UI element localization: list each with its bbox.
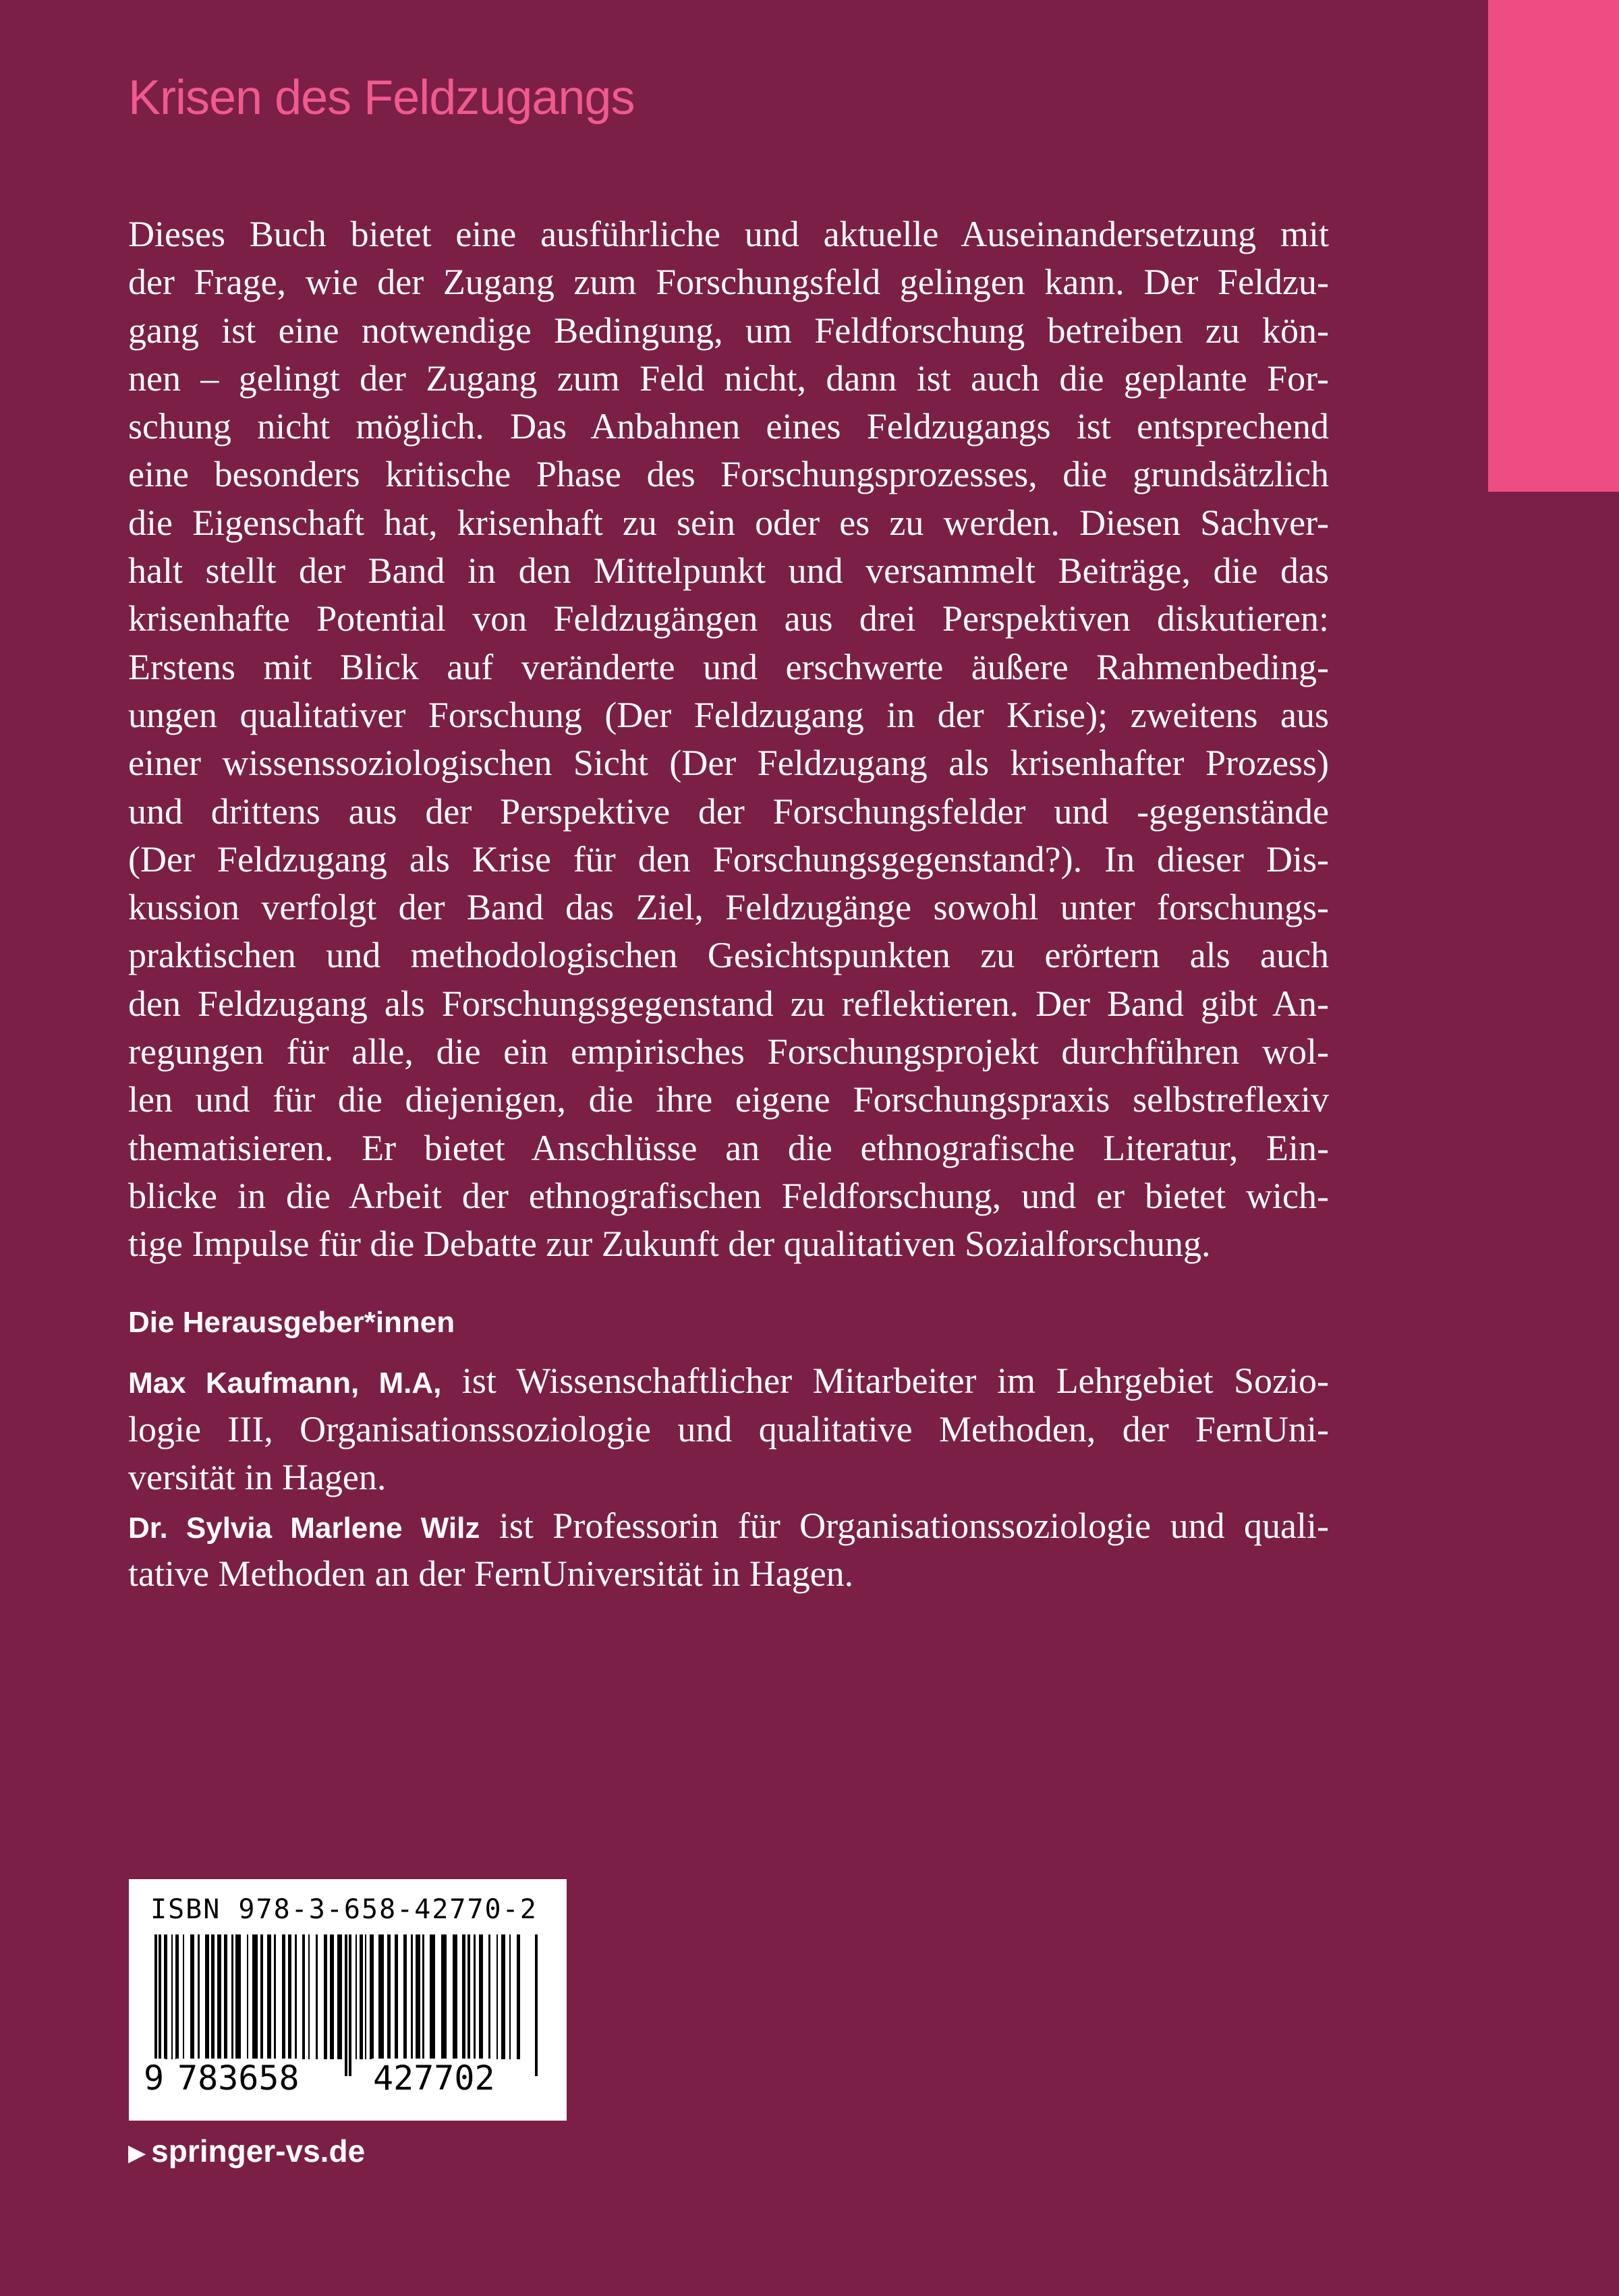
barcode-bar <box>416 1934 420 2059</box>
description-line: blicke in die Arbeit der ethnografischen Feldforschung, und er bietet wich- <box>128 1175 1329 1216</box>
barcode-bar <box>171 1934 173 2059</box>
barcode-bar <box>441 1934 447 2059</box>
barcode-bar <box>211 1934 215 2059</box>
barcode-bar <box>154 1934 157 2076</box>
barcode-bar <box>395 1934 398 2059</box>
barcode-bar <box>349 1934 351 2076</box>
isbn-label: ISBN 978-3-658-42770-2 <box>150 1894 538 1925</box>
barcode-digits-left: 783658 <box>177 2059 300 2098</box>
description-line: die Eigenschaft hat, krisenhaft zu sein oder es zu werden. Diesen Sachver- <box>128 502 1329 543</box>
editor1-line3: versität in Hagen. <box>128 1457 387 1497</box>
description-line: gang ist eine notwendige Bedingung, um Feldforschung betreiben zu kön- <box>128 310 1329 351</box>
publisher-link[interactable] <box>128 2133 365 2170</box>
description-line: halt stellt der Band in den Mittelpunkt und versammelt Beiträge, die das <box>128 550 1329 592</box>
barcode-bar <box>365 1934 366 2059</box>
barcode-bar <box>190 1934 194 2059</box>
barcode-bar <box>387 1934 391 2059</box>
barcode-bar <box>496 1934 498 2059</box>
barcode-bar <box>159 1934 161 2076</box>
barcode-bar <box>370 1934 374 2059</box>
barcode-bar <box>360 1934 363 2059</box>
description-line: der Frage, wie der Zugang zum Forschungsfeld gelingen kann. Der Feldzu- <box>128 262 1329 303</box>
barcode-bar <box>467 1934 470 2059</box>
barcode-bar <box>462 1934 465 2059</box>
barcode-bar <box>267 1934 271 2059</box>
barcode-digits-right: 427702 <box>373 2059 495 2098</box>
description-line: Dieses Buch bietet eine ausführliche und aktuelle Auseinandersetzung mit <box>128 214 1329 254</box>
barcode-bar <box>302 1934 305 2059</box>
barcode-bar <box>501 1934 505 2059</box>
barcode-bar <box>479 1934 483 2059</box>
barcode-bar <box>260 1934 263 2059</box>
description-line: thematisieren. Er bietet Anschlüsse an die ethnografische Literatur, Ein- <box>128 1127 1329 1168</box>
description-line: praktischen und methodologischen Gesichtspunkten zu erörtern als auch <box>128 935 1329 976</box>
barcode-bar <box>274 1934 276 2059</box>
description-line: kussion verfolgt der Band das Ziel, Feldzugänge sowohl unter forschungs- <box>128 887 1329 928</box>
barcode-bar <box>252 1934 258 2059</box>
pink-accent-tab <box>1488 0 1619 492</box>
editor1-name: Max Kaufmann, M.A, <box>128 1367 442 1400</box>
editor2-line1 <box>128 1502 1329 1551</box>
barcode-bar <box>183 1934 184 2059</box>
arrow-right-icon: ▶ <box>128 2140 146 2166</box>
barcode-bars <box>154 1934 539 2076</box>
barcode-bar <box>282 1934 285 2059</box>
editors-section <box>128 1357 1329 1599</box>
description-line: einer wissenssoziologischen Sicht (Der Feldzugang als krisenhafter Prozess) <box>128 743 1329 784</box>
barcode-bar <box>198 1934 200 2059</box>
barcode-digits <box>142 2059 554 2113</box>
barcode-bar <box>422 1934 424 2059</box>
barcode-bar <box>411 1934 413 2059</box>
barcode-bar <box>295 1934 297 2059</box>
barcode-bar <box>378 1934 384 2059</box>
editor1-text: ist Wissenschaftlicher Mitarbeiter im Lehrgebiet Sozio- <box>441 1360 1329 1401</box>
editor2-line2: tative Methoden an der FernUniversität in Hagen. <box>128 1553 854 1594</box>
barcode-bar <box>231 1934 233 2059</box>
barcode-bar <box>345 1934 347 2076</box>
barcode-bar <box>217 1934 221 2059</box>
description-line: ungen qualitativer Forschung (Der Feldzugang in der Krise); zweitens aus <box>128 694 1329 735</box>
description-line: schung nicht möglich. Das Anbahnen eines Feldzugangs ist entsprechend <box>128 406 1329 447</box>
editors-heading: Die Herausgeber*innen <box>128 1306 455 1339</box>
barcode-bar <box>509 1934 511 2059</box>
barcode-bar <box>356 1934 357 2059</box>
book-description <box>128 210 1329 1269</box>
editor2-text: ist Professorin für Organisationssoziologie und quali- <box>480 1505 1329 1546</box>
barcode-bar <box>224 1934 227 2059</box>
barcode-bar <box>403 1934 407 2059</box>
description-line: nen – gelingt der Zugang zum Feld nicht, dann ist auch die geplante For- <box>128 357 1329 399</box>
barcode-digit-first: 9 <box>144 2059 165 2098</box>
description-line: len und für die diejenigen, die ihre eigene Forschungspraxis selbstreflexiv <box>128 1079 1329 1120</box>
description-line: eine besonders kritische Phase des Forschungsprozesses, die grundsätzlich <box>128 454 1329 495</box>
barcode-bar <box>288 1934 291 2059</box>
description-line: Erstens mit Blick auf veränderte und erschwerte äußere Rahmenbeding- <box>128 646 1329 687</box>
barcode-bar <box>488 1934 490 2059</box>
barcode-bar <box>247 1934 248 2059</box>
description-line: und drittens aus der Perspektive der Forschungsfelder und -gegenstände <box>128 791 1329 832</box>
barcode-bar <box>175 1934 179 2059</box>
isbn-barcode <box>129 1879 567 2121</box>
barcode-bar <box>330 1934 334 2059</box>
barcode-bar <box>430 1934 435 2059</box>
description-line: (Der Feldzugang als Krise für den Forschungsgegenstand?). In dieser Dis- <box>128 838 1329 880</box>
barcode-bar <box>517 1934 520 2059</box>
barcode-bar <box>453 1934 457 2059</box>
description-line: regungen für alle, die ein empirisches Forschungsprojekt durchführen wol- <box>128 1031 1329 1072</box>
publisher-website: springer-vs.de <box>151 2133 366 2169</box>
book-title: Krisen des Feldzugangs <box>128 71 635 125</box>
barcode-bar <box>316 1934 318 2059</box>
barcode-bar <box>235 1934 241 2059</box>
barcode-bar <box>164 1934 167 2059</box>
editor1-line1 <box>128 1357 1329 1406</box>
description-line: krisenhafte Potential von Feldzugängen aus drei Perspektiven diskutieren: <box>128 598 1329 639</box>
description-line: tige Impulse für die Debatte zur Zukunft der qualitativen Sozialforschung. <box>128 1224 1211 1265</box>
editor1-line2: logie III, Organisationssoziologie und qualitative Methoden, der FernUni- <box>128 1408 1329 1450</box>
barcode-bar <box>324 1934 327 2059</box>
editor2-name: Dr. Sylvia Marlene Wilz <box>128 1511 480 1545</box>
barcode-bar <box>535 1934 538 2076</box>
barcode-bar <box>205 1934 209 2059</box>
barcode-bar <box>474 1934 476 2059</box>
description-line: den Feldzugang als Forschungsgegenstand zu reflektieren. Der Band gibt An- <box>128 983 1329 1024</box>
barcode-bar <box>308 1934 310 2059</box>
barcode-bar <box>337 1934 342 2059</box>
